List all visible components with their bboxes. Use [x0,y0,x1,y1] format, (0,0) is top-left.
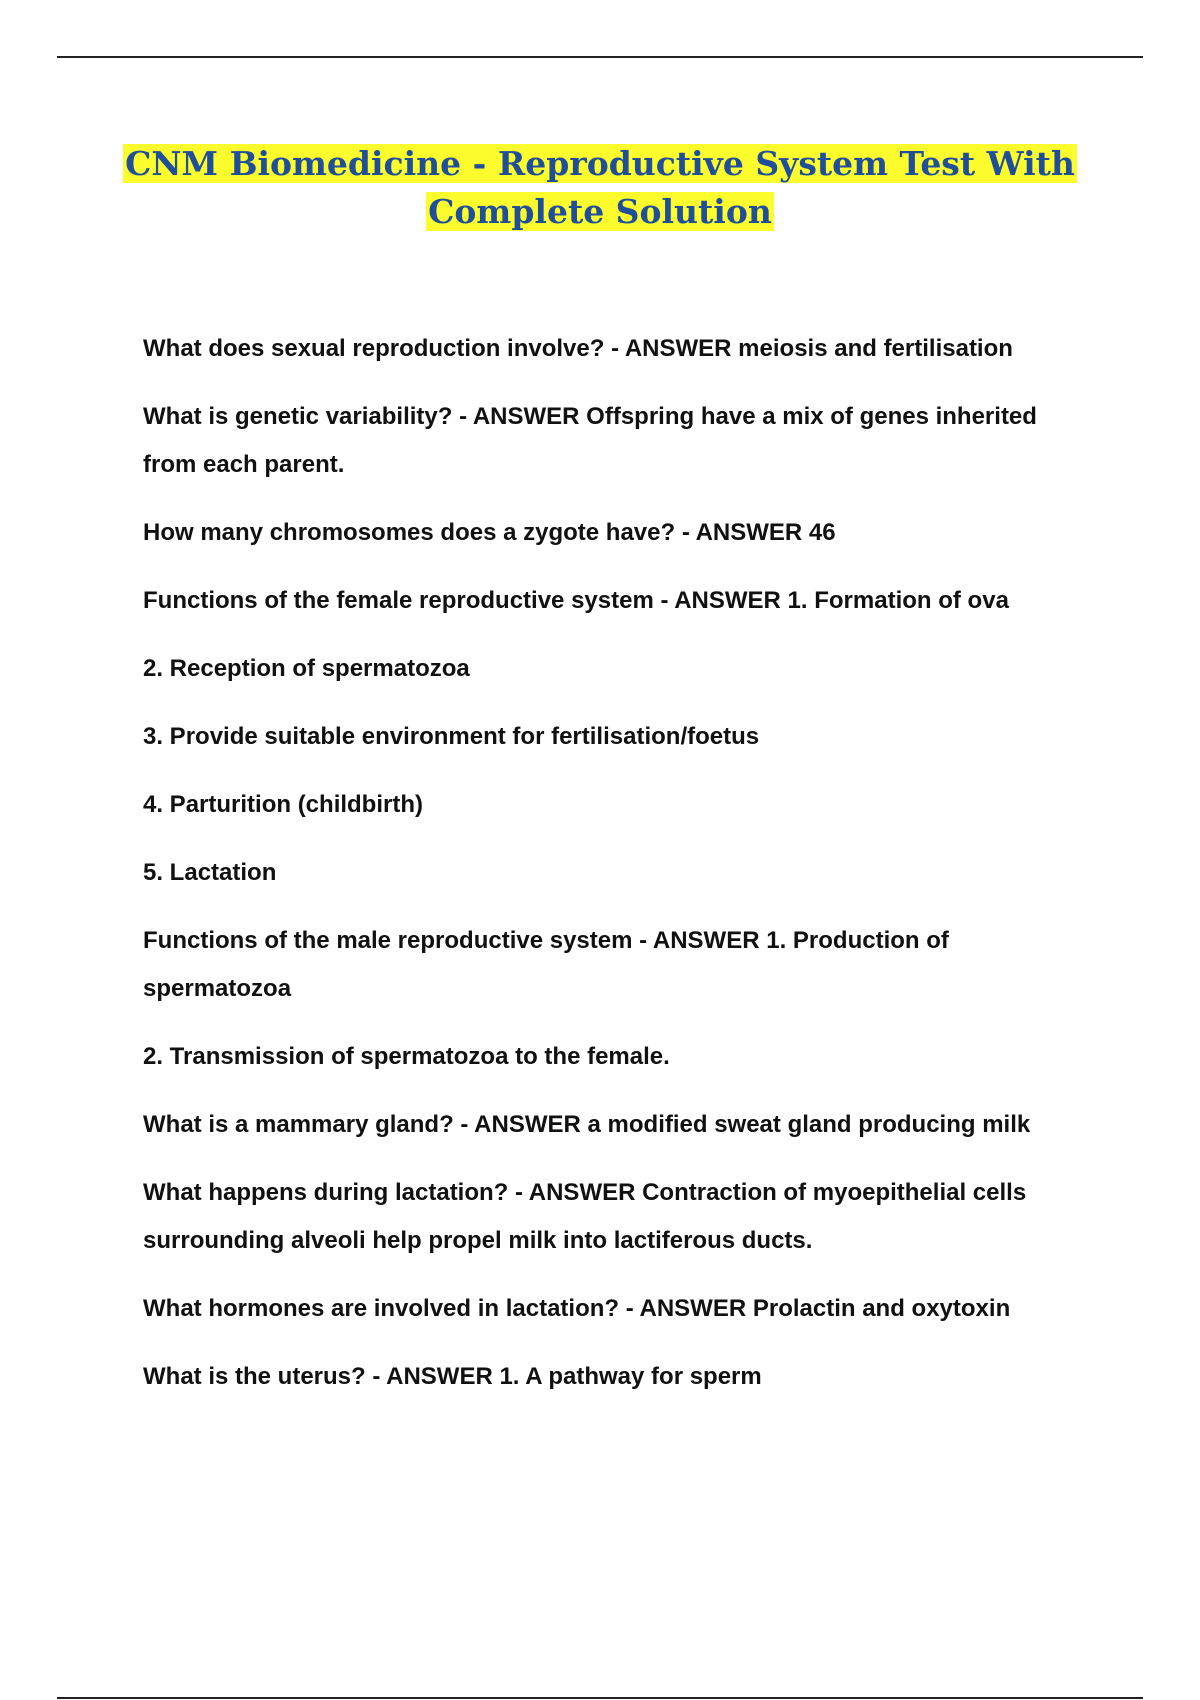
title-line-1: CNM Biomedicine - Reproductive System Test With [125,144,1075,183]
qa-item: What does sexual reproduction involve? - ANSWER meiosis and fertilisation [143,335,1013,362]
qa-item: 4. Parturition (childbirth) [143,791,423,818]
qa-item: Functions of the female reproductive system - ANSWER 1. Formation of ova [143,587,1009,614]
qa-item: How many chromosomes does a zygote have? - ANSWER 46 [143,519,836,546]
document-title [100,140,1100,236]
qa-item: What hormones are involved in lactation? - ANSWER Prolactin and oxytoxin [143,1295,1011,1322]
title-line-2: Complete Solution [428,192,772,231]
qa-item: What is the uterus? - ANSWER 1. A pathway for sperm [143,1363,762,1390]
qa-item: What is a mammary gland? - ANSWER a modified sweat gland producing milk [143,1111,1031,1138]
qa-item: 3. Provide suitable environment for fertilisation/foetus [143,723,760,750]
footer-rule [57,1697,1143,1699]
qa-item: What happens during lactation? - ANSWER Contraction of myoepithelial cells surrounding alveoli help propel milk into lactiferous ducts. [143,1179,1027,1254]
qa-list [143,325,1093,1421]
qa-item: 5. Lactation [143,859,277,886]
qa-item: 2. Reception of spermatozoa [143,655,470,682]
header-rule [57,56,1143,58]
qa-item: 2. Transmission of spermatozoa to the female. [143,1043,670,1070]
qa-item: What is genetic variability? - ANSWER Offspring have a mix of genes inherited from each parent. [143,403,1037,478]
qa-item: Functions of the male reproductive system - ANSWER 1. Production of spermatozoa [143,927,949,1002]
